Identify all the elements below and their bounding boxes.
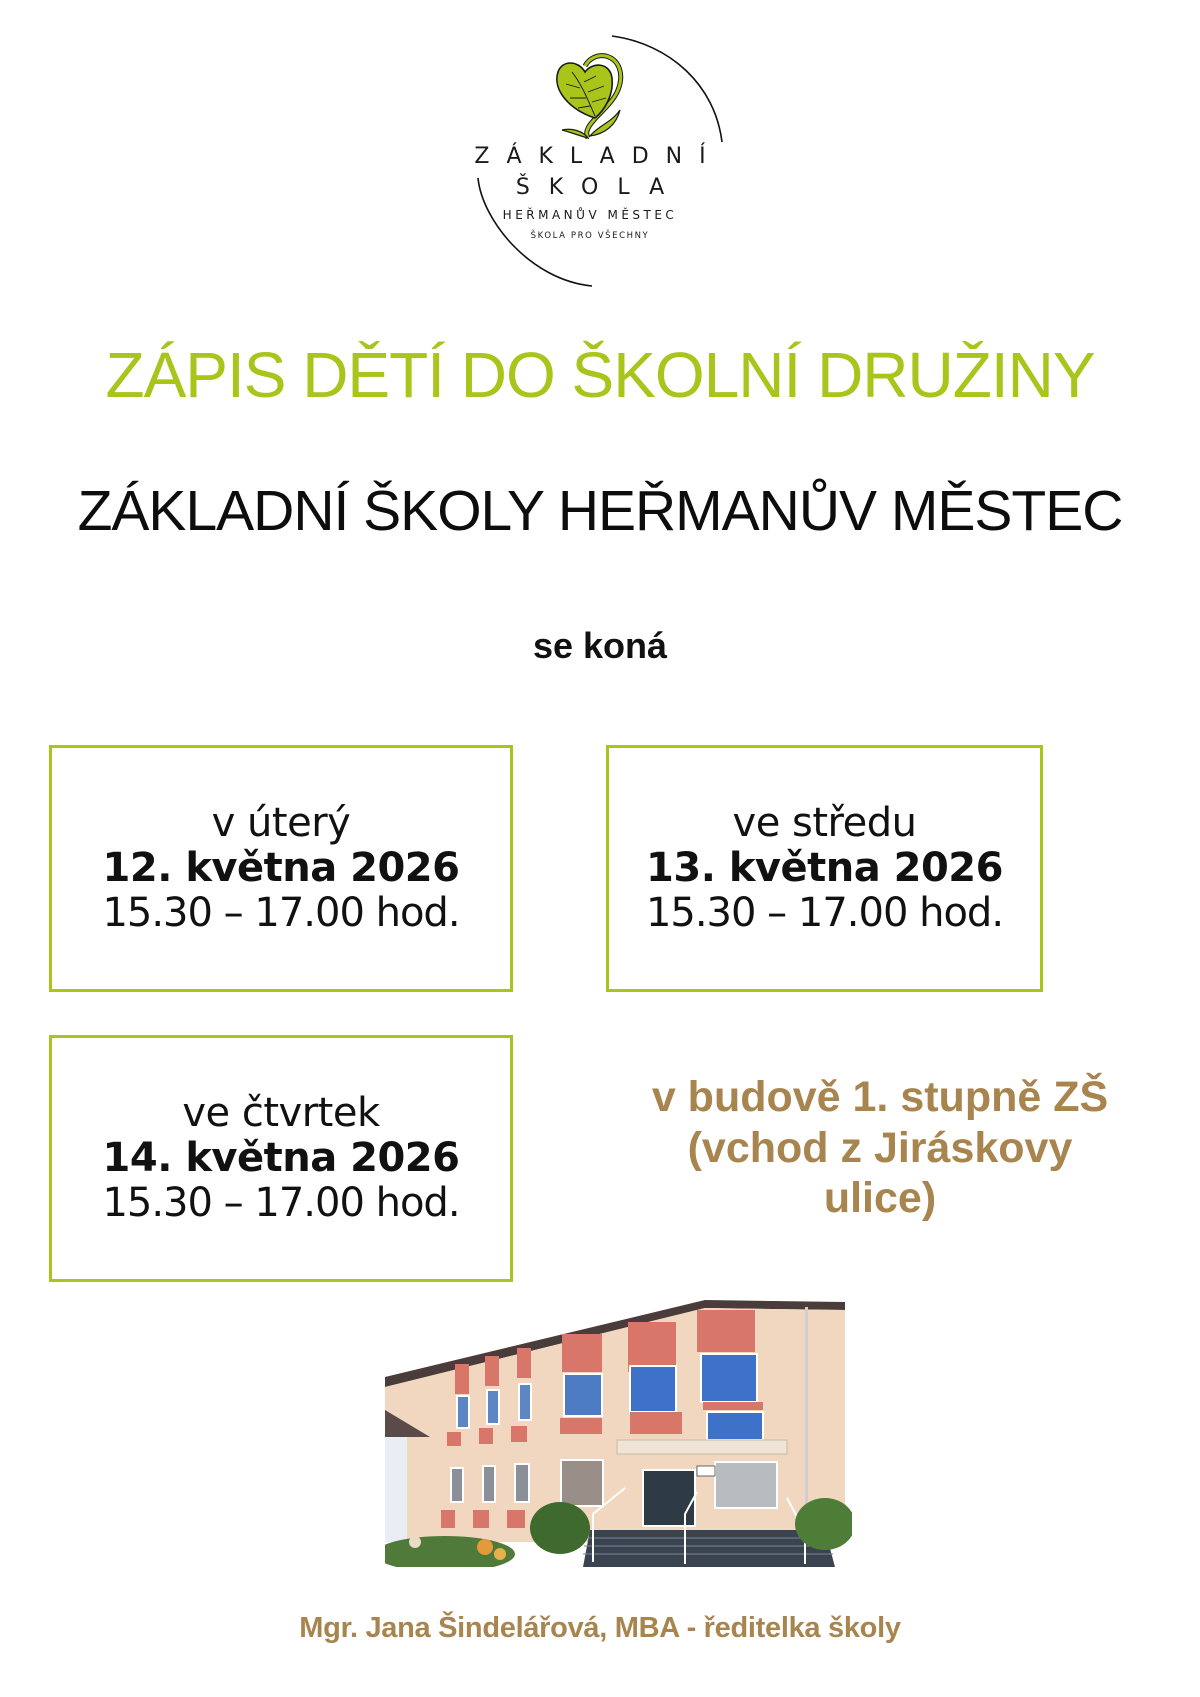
session-box-thursday	[49, 1035, 513, 1282]
logo-text-zakladni: ZÁKLADNÍ	[474, 144, 723, 169]
location-line-3: ulice)	[823, 1174, 937, 1223]
logo-text-skola: ŠKOLA	[515, 175, 684, 200]
location-text	[600, 1072, 1160, 1224]
logo-text-town: HEŘMANŮV MĚSTEC	[502, 208, 678, 222]
session-box-tuesday	[49, 745, 513, 992]
school-logo	[420, 30, 760, 300]
signature-footer: Mgr. Jana Šindelářová, MBA - ředitelka školy	[299, 1612, 901, 1644]
intro-text: se koná	[532, 625, 668, 666]
session-date: 13. května 2026	[646, 845, 1003, 892]
page-title: ZÁPIS DĚTÍ DO ŠKOLNÍ DRUŽINY	[105, 339, 1095, 411]
school-building-photo	[385, 1292, 852, 1567]
location-line-2: (vchod z Jiráskovy	[687, 1123, 1073, 1172]
session-date: 14. května 2026	[102, 1135, 460, 1182]
location-line-1: v budově 1. stupně ZŠ	[651, 1073, 1109, 1121]
session-time: 15.30 – 17.00 hod.	[645, 889, 1004, 936]
session-time: 15.30 – 17.00 hod.	[102, 1179, 460, 1226]
session-day: ve čtvrtek	[182, 1090, 380, 1137]
logo-text-motto: ŠKOLA PRO VŠECHNY	[530, 231, 650, 241]
session-box-wednesday	[606, 745, 1043, 992]
session-day: ve středu	[732, 800, 917, 847]
session-time: 15.30 – 17.00 hod.	[102, 889, 460, 936]
session-date: 12. května 2026	[102, 845, 460, 892]
page-subtitle: ZÁKLADNÍ ŠKOLY HEŘMANŮV MĚSTEC	[77, 479, 1123, 543]
session-day: v úterý	[211, 800, 351, 847]
